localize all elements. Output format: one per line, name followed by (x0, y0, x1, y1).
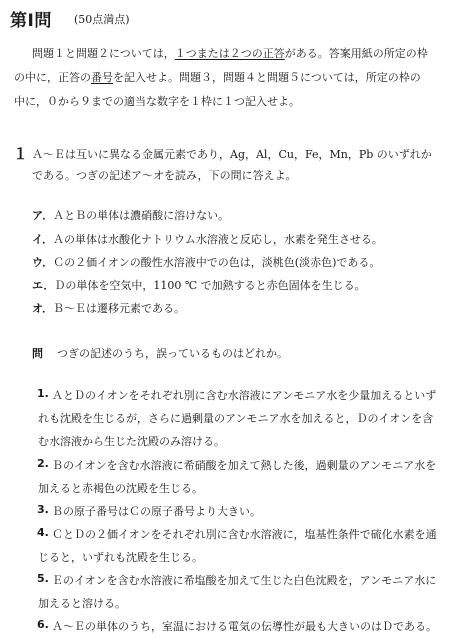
intro-text: 問題１と問題２については， (32, 47, 175, 60)
section-points: (50点満点) (74, 13, 130, 26)
choice-text-line: 加えると溶ける。 (38, 597, 126, 610)
choice-text-line: Ｅのイオンを含む水溶液に希塩酸を加えて生じた白色沈殿を，アンモニア水に (52, 574, 437, 587)
statement-label: イ． (32, 233, 54, 246)
statement-item (32, 231, 383, 247)
intro-line-3 (14, 90, 300, 114)
sub-question (32, 345, 288, 361)
statement-text: ＡとＢの単体は濃硝酸に溶けない。 (53, 209, 230, 222)
choice-text-line: 加えると赤褐色の沈殿を生じる。 (38, 482, 203, 495)
choice-text-line: ＡとＤのイオンをそれぞれ別に含む水溶液にアンモニア水を少量加えるといず (52, 389, 437, 402)
choice-item (37, 387, 49, 400)
choice-item (37, 503, 49, 516)
question-number: １ (13, 145, 29, 163)
statement-item (32, 277, 366, 293)
choice-text-line: Ｂの原子番号はＣの原子番号より大きい。 (52, 505, 261, 518)
intro-line-1 (32, 42, 428, 66)
intro-underlined-text: １つまたは２つの正答 (174, 47, 285, 60)
statement-label: ウ． (32, 256, 54, 269)
section-title: 第Ⅰ問 (10, 11, 52, 31)
choice-item (37, 457, 49, 470)
choice-text-line: れも沈殿を生じるが，さらに過剰量のアンモニア水を加えると，Ｄのイオンを含 (38, 412, 434, 425)
choice-text-line: ＣとＤの２価イオンをそれぞれ別に含む水溶液に，塩基性条件で硫化水素を通 (52, 528, 437, 541)
sub-question-label: 問 (32, 347, 43, 360)
choice-number: 6. (37, 618, 49, 631)
intro-text: の中に，正答の (14, 71, 91, 84)
choice-item (37, 572, 49, 585)
choice-text-line: む水溶液から生じた沈殿のみ溶ける。 (38, 435, 225, 448)
statement-text: Ｂ～Ｅは遷移元素である。 (53, 302, 186, 315)
statement-text: Ａの単体は水酸化ナトリウム水溶液と反応し，水素を発生させる。 (53, 233, 383, 246)
choice-number: 5. (37, 572, 49, 585)
statement-text: Ｃの２価イオンの酸性水溶液中での色は，淡桃色(淡赤色)である。 (53, 256, 381, 269)
statement-label: オ． (32, 302, 54, 315)
choice-text-line: Ｂのイオンを含む水溶液に希硝酸を加えて熱した後，過剰量のアンモニア水を (52, 459, 437, 472)
choice-text-line: じると，いずれも沈殿を生じる。 (38, 551, 203, 564)
statement-label: ア． (32, 209, 54, 222)
intro-text: を記入せよ。問題３，問題４と問題５については，所定の枠の (113, 71, 421, 84)
intro-line-2 (14, 66, 421, 90)
sub-question-text: つぎの記述のうち，誤っているものはどれか。 (57, 347, 288, 360)
choice-text-line: Ａ～Ｅの単体のうち，室温における電気の伝導性が最も大きいのはＤである。 (52, 620, 437, 633)
choice-item (37, 618, 49, 631)
question-stem-line-2: である。つぎの記述ア～オを読み，下の問に答えよ。 (32, 169, 297, 182)
statement-item (32, 254, 380, 270)
intro-text: がある。答案用紙の所定の枠 (284, 47, 428, 60)
choice-number: 2. (37, 457, 49, 470)
choice-number: 4. (37, 526, 49, 539)
intro-underlined-text: 番号 (91, 71, 113, 84)
question-stem-line-1: Ａ～Ｅは互いに異なる金属元素であり，Ag，Al，Cu，Fe，Mn，Pb のいずれか (32, 148, 432, 161)
intro-text: 中に，０から９までの適当な数字を１枠に１つ記入せよ。 (14, 95, 300, 108)
statement-label: エ． (32, 279, 55, 292)
statement-text: Ｄの単体を空気中，1100 ℃ で加熱すると赤色固体を生じる。 (54, 279, 366, 292)
choice-item (37, 526, 49, 539)
choice-number: 3. (37, 503, 49, 516)
statement-item (32, 207, 229, 223)
choice-number: 1. (37, 387, 49, 400)
statement-item (32, 300, 185, 316)
